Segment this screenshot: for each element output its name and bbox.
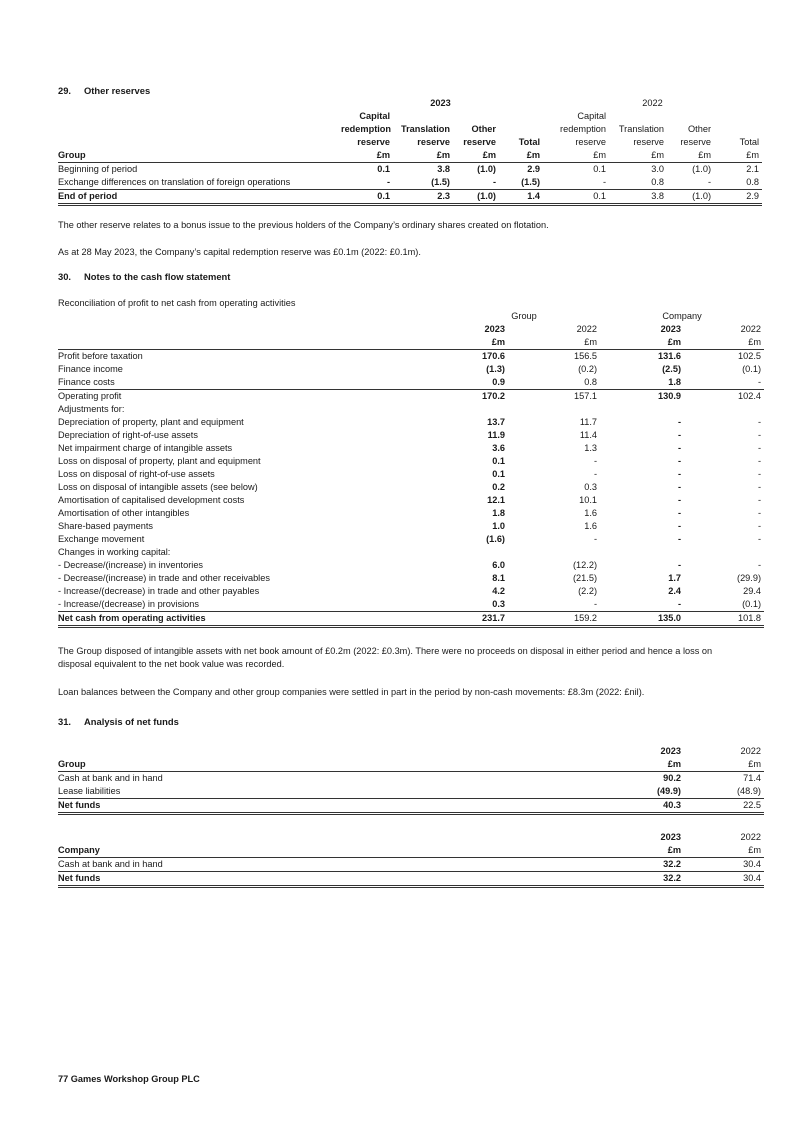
- cell: 30.4: [684, 872, 764, 887]
- row-label: Operating profit: [58, 390, 448, 404]
- cell: 0.3: [492, 599, 505, 609]
- section-label: Company: [58, 844, 604, 858]
- table-row: [58, 376, 764, 390]
- cell: (1.5): [431, 177, 450, 187]
- cell: 40.3: [604, 799, 684, 814]
- row-label: Exchange differences on translation of foreign operations: [58, 177, 291, 187]
- cash-flow-table: [58, 310, 764, 628]
- table-row: [58, 429, 764, 442]
- cell: -: [677, 443, 682, 453]
- cell: 29.4: [743, 586, 762, 596]
- row-label: Lease liabilities: [58, 786, 121, 796]
- cell: -: [602, 177, 607, 187]
- paragraph: Loan balances between the Company and other group companies were settled in part in the period by non-cash movements: £8.3m (2022: £nil).: [58, 687, 645, 697]
- cell: (21.5): [573, 573, 598, 583]
- cell: 0.1: [593, 164, 607, 174]
- unit-label: £m: [448, 336, 508, 350]
- cell: -: [677, 469, 682, 479]
- unit-label: £m: [508, 336, 600, 350]
- cell: 0.9: [492, 377, 505, 387]
- cell: (1.3): [486, 364, 505, 374]
- cell: -: [677, 495, 682, 505]
- col-other-line2: reserve: [680, 137, 712, 147]
- cell: [600, 546, 684, 559]
- cell: -: [757, 469, 762, 479]
- company-label: Company: [662, 311, 702, 321]
- cell: 3.0: [651, 164, 665, 174]
- cell: 0.1: [377, 164, 390, 174]
- cell: 22.5: [684, 799, 764, 814]
- cell: 2.4: [668, 586, 682, 596]
- cell: 71.4: [743, 773, 761, 783]
- col-total: Total: [518, 137, 541, 147]
- page-footer: 77 Games Workshop Group PLC: [58, 1074, 200, 1084]
- unit-label: £m: [684, 844, 764, 858]
- cell: 1.0: [492, 521, 505, 531]
- table-row: [58, 481, 764, 494]
- cell: 11.4: [579, 430, 598, 440]
- row-label: Depreciation of property, plant and equipment: [58, 417, 244, 427]
- note-29-heading: [58, 85, 150, 96]
- table-row: [58, 390, 764, 404]
- col-translation-line1: Translation: [618, 124, 665, 134]
- table-row: [58, 363, 764, 376]
- cell: 2.3: [393, 190, 453, 205]
- unit-label: £m: [609, 149, 667, 163]
- cell: [600, 403, 684, 416]
- col-other-line2: reserve: [463, 137, 496, 147]
- cell: -: [593, 469, 598, 479]
- cell: 3.8: [609, 190, 667, 205]
- cell: 0.8: [651, 177, 665, 187]
- table-total-row: [58, 612, 764, 627]
- cell: (0.1): [742, 599, 762, 609]
- unit-label: £m: [543, 149, 609, 163]
- table-row: [58, 572, 764, 585]
- cell: 4.2: [492, 586, 505, 596]
- paragraph: The Group disposed of intangible assets with net book amount of £0.2m (2022: £0.3m). There were no proceeds on disposal in either period and hence a loss on disposal equivalent to the net book value was recorded.: [58, 646, 713, 669]
- year-prior-label: 2022: [740, 324, 762, 334]
- col-capital-line3: reserve: [357, 137, 390, 147]
- cell: 2.9: [527, 164, 541, 174]
- cell: -: [757, 377, 762, 387]
- cell: -: [677, 599, 682, 609]
- year-current-label: 2023: [430, 98, 451, 108]
- cell: 32.2: [663, 859, 681, 869]
- col-capital-line1: Capital: [359, 111, 390, 121]
- cell: 0.2: [492, 482, 505, 492]
- cell: 11.9: [487, 430, 505, 440]
- group-label: Group: [511, 311, 537, 321]
- table-row: [58, 785, 764, 799]
- cell: 0.8: [584, 377, 598, 387]
- cell: 2.9: [714, 190, 762, 205]
- cell: -: [757, 521, 762, 531]
- cell: 1.4: [499, 190, 543, 205]
- unit-label: £m: [684, 336, 764, 350]
- cell: 1.6: [584, 521, 598, 531]
- cell: -: [757, 430, 762, 440]
- cell: [684, 403, 764, 416]
- cell: -: [757, 534, 762, 544]
- table-row: [58, 858, 764, 872]
- col-capital-line2: redemption: [560, 124, 607, 134]
- cell: (48.9): [736, 786, 761, 796]
- cell: [448, 403, 508, 416]
- table-total-row: [58, 872, 764, 887]
- cell: 1.7: [668, 573, 682, 583]
- unit-label: £m: [667, 149, 714, 163]
- paragraph: The other reserve relates to a bonus issue to the previous holders of the Company’s ordinary shares created on flotation.: [58, 220, 549, 230]
- cell: 3.6: [492, 443, 505, 453]
- table-row: [58, 546, 764, 559]
- year-prior-label: 2022: [740, 832, 761, 842]
- unit-label: £m: [604, 844, 684, 858]
- cell: -: [677, 534, 682, 544]
- row-label: Finance income: [58, 364, 123, 374]
- cell: (2.2): [578, 586, 598, 596]
- note-number: 29.: [58, 85, 72, 96]
- cell: -: [593, 599, 598, 609]
- table-row: [58, 350, 764, 364]
- cell: (2.5): [662, 364, 682, 374]
- cell: -: [677, 430, 682, 440]
- net-funds-company-table: [58, 831, 764, 888]
- table-row: [58, 772, 764, 786]
- cell: (29.9): [737, 573, 762, 583]
- cell: 101.8: [684, 612, 764, 627]
- col-translation-line2: reserve: [633, 137, 665, 147]
- note-30-heading: [58, 271, 230, 282]
- cell: (1.0): [477, 164, 496, 174]
- cell: -: [593, 534, 598, 544]
- row-label: Amortisation of other intangibles: [58, 508, 190, 518]
- unit-label: £m: [338, 149, 393, 163]
- cell: -: [593, 456, 598, 466]
- table-row: [58, 520, 764, 533]
- subtitle: Reconciliation of profit to net cash from operating activities: [58, 298, 296, 308]
- cell: 6.0: [492, 560, 505, 570]
- cell: 170.2: [448, 390, 508, 404]
- cell: -: [677, 482, 682, 492]
- table-row: [58, 163, 762, 177]
- cell: 1.8: [668, 377, 682, 387]
- table-row: [58, 585, 764, 598]
- cell: -: [757, 456, 762, 466]
- row-label: End of period: [58, 190, 338, 205]
- row-label: Changes in working capital:: [58, 547, 171, 557]
- col-other-line1: Other: [688, 124, 712, 134]
- cell: 30.4: [743, 859, 761, 869]
- cell: 131.6: [658, 351, 682, 361]
- row-label: - Decrease/(increase) in inventories: [58, 560, 204, 570]
- cell: [508, 546, 600, 559]
- table-row: [58, 559, 764, 572]
- row-label: Loss on disposal of intangible assets (see below): [58, 482, 258, 492]
- cell: -: [757, 508, 762, 518]
- row-label: Adjustments for:: [58, 404, 125, 414]
- cell: (1.0): [453, 190, 499, 205]
- cell: 135.0: [600, 612, 684, 627]
- unit-label: £m: [393, 149, 453, 163]
- cell: -: [677, 521, 682, 531]
- note-title: Analysis of net funds: [84, 716, 179, 727]
- cell: 1.8: [492, 508, 505, 518]
- row-group-label: Group: [58, 149, 338, 163]
- row-label: Net funds: [58, 799, 604, 814]
- year-prior-label: 2022: [740, 746, 761, 756]
- cell: (1.0): [692, 164, 712, 174]
- row-label: - Increase/(decrease) in trade and other payables: [58, 586, 260, 596]
- cell: -: [677, 456, 682, 466]
- cell: 1.6: [584, 508, 598, 518]
- unit-label: £m: [600, 336, 684, 350]
- note-31-heading: [58, 716, 179, 727]
- cell: -: [757, 417, 762, 427]
- row-label: Loss on disposal of property, plant and equipment: [58, 456, 261, 466]
- section-label: Group: [58, 758, 604, 772]
- year-current-label: 2023: [484, 324, 505, 334]
- cell: -: [757, 482, 762, 492]
- row-label: - Increase/(decrease) in provisions: [58, 599, 199, 609]
- cell: 8.1: [492, 573, 505, 583]
- row-label: Loss on disposal of right-of-use assets: [58, 469, 215, 479]
- col-capital-line3: reserve: [575, 137, 607, 147]
- cell: 0.3: [584, 482, 598, 492]
- row-label: Beginning of period: [58, 164, 138, 174]
- row-label: Net funds: [58, 872, 604, 887]
- note-title: Notes to the cash flow statement: [84, 271, 231, 282]
- paragraph: As at 28 May 2023, the Company’s capital redemption reserve was £0.1m (2022: £0.1m).: [58, 247, 421, 257]
- cell: -: [757, 443, 762, 453]
- cell: -: [677, 508, 682, 518]
- cell: 0.1: [492, 469, 505, 479]
- year-prior-label: 2022: [576, 324, 598, 334]
- table-row: [58, 403, 764, 416]
- note-number: 31.: [58, 716, 72, 727]
- cell: (1.6): [486, 534, 505, 544]
- col-total: Total: [739, 137, 760, 147]
- col-capital-line1: Capital: [577, 111, 607, 121]
- cell: 11.7: [579, 417, 598, 427]
- table-row: [58, 468, 764, 481]
- unit-label: £m: [453, 149, 499, 163]
- table-total-row: [58, 190, 762, 205]
- row-label: - Decrease/(increase) in trade and other receivables: [58, 573, 270, 583]
- cell: -: [492, 177, 496, 187]
- cell: 0.1: [492, 456, 505, 466]
- unit-label: £m: [499, 149, 543, 163]
- table-row: [58, 176, 762, 190]
- cell: 170.6: [482, 351, 505, 361]
- cell: -: [757, 495, 762, 505]
- year-prior-label: 2022: [642, 98, 663, 108]
- cell: (1.5): [521, 177, 541, 187]
- year-current-label: 2023: [660, 324, 682, 334]
- table-row: [58, 455, 764, 468]
- unit-label: £m: [604, 758, 684, 772]
- cell: 102.5: [738, 351, 762, 361]
- cell: 0.8: [746, 177, 760, 187]
- row-label: Cash at bank and in hand: [58, 773, 163, 783]
- net-funds-group-table: [58, 745, 764, 815]
- row-label: Net impairment charge of intangible assets: [58, 443, 233, 453]
- cell: -: [707, 177, 712, 187]
- unit-label: £m: [714, 149, 762, 163]
- row-label: Cash at bank and in hand: [58, 859, 163, 869]
- cell: 10.1: [579, 495, 598, 505]
- other-reserves-table: [58, 97, 762, 206]
- cell: [508, 403, 600, 416]
- col-translation-line2: reserve: [417, 137, 450, 147]
- cell: -: [386, 177, 390, 187]
- cell: -: [757, 560, 762, 570]
- cell: 1.3: [584, 443, 598, 453]
- cell: 0.1: [543, 190, 609, 205]
- row-label: Finance costs: [58, 377, 115, 387]
- cell: 2.1: [746, 164, 760, 174]
- cell: 231.7: [448, 612, 508, 627]
- cell: (12.2): [573, 560, 598, 570]
- row-label: Share-based payments: [58, 521, 153, 531]
- cell: 12.1: [487, 495, 505, 505]
- cell: -: [677, 560, 682, 570]
- cell: 130.9: [600, 390, 684, 404]
- table-total-row: [58, 799, 764, 814]
- cell: -: [677, 417, 682, 427]
- col-other-line1: Other: [471, 124, 496, 134]
- note-number: 30.: [58, 271, 72, 282]
- cell: 0.1: [338, 190, 393, 205]
- cell: 159.2: [508, 612, 600, 627]
- row-label: Profit before taxation: [58, 351, 143, 361]
- cell: [684, 546, 764, 559]
- cell: (49.9): [656, 786, 681, 796]
- cell: 32.2: [604, 872, 684, 887]
- cell: 13.7: [487, 417, 505, 427]
- row-label: Net cash from operating activities: [58, 612, 448, 627]
- cell: 90.2: [663, 773, 681, 783]
- cell: 102.4: [684, 390, 764, 404]
- cell: 156.5: [574, 351, 598, 361]
- col-translation-line1: Translation: [400, 124, 450, 134]
- row-label: Depreciation of right-of-use assets: [58, 430, 198, 440]
- note-title: Other reserves: [84, 85, 151, 96]
- unit-label: £m: [684, 758, 764, 772]
- table-row: [58, 598, 764, 612]
- table-row: [58, 442, 764, 455]
- table-row: [58, 494, 764, 507]
- year-current-label: 2023: [660, 832, 681, 842]
- cell: (0.1): [742, 364, 762, 374]
- row-label: Exchange movement: [58, 534, 145, 544]
- table-row: [58, 507, 764, 520]
- cell: [448, 546, 508, 559]
- table-row: [58, 416, 764, 429]
- cell: (0.2): [578, 364, 598, 374]
- col-capital-line2: redemption: [341, 124, 392, 134]
- year-current-label: 2023: [660, 746, 681, 756]
- row-label: Amortisation of capitalised development costs: [58, 495, 245, 505]
- cell: 157.1: [508, 390, 600, 404]
- table-row: [58, 533, 764, 546]
- cell: (1.0): [667, 190, 714, 205]
- cell: 3.8: [437, 164, 450, 174]
